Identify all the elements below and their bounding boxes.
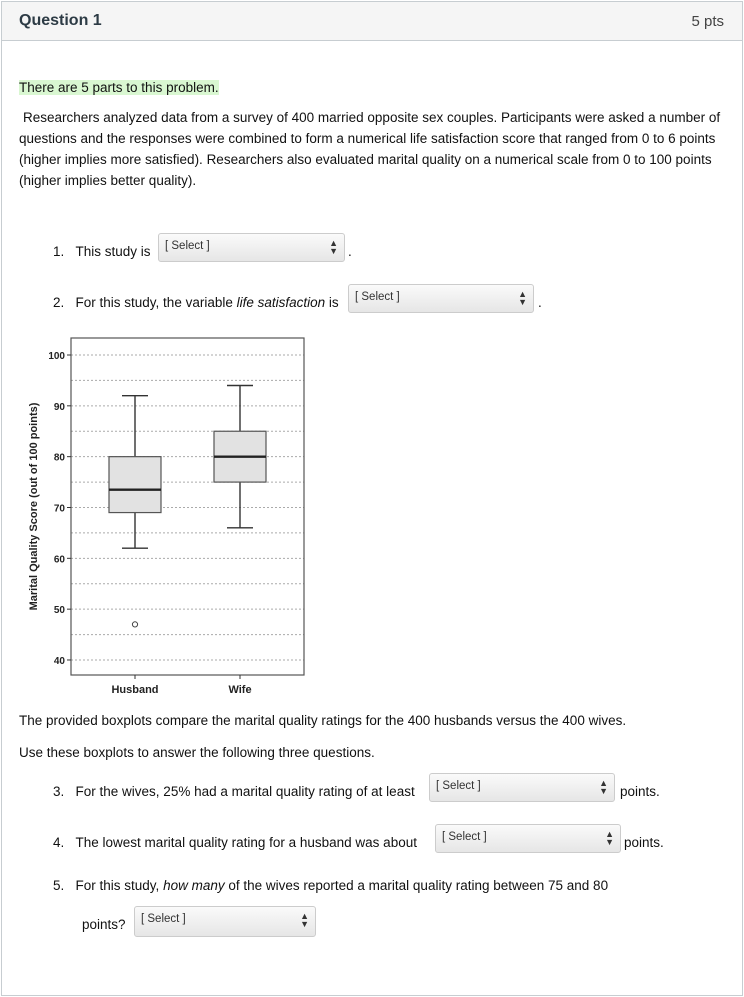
select-arrows-icon: ▲ ▼	[518, 289, 527, 307]
box-husband	[109, 457, 161, 513]
question-title: Question 1	[19, 12, 102, 29]
q2-select[interactable]: [ Select ] ▲ ▼	[348, 284, 534, 313]
y-tick-label: 60	[53, 554, 65, 566]
plot-frame	[71, 338, 304, 675]
q3-select[interactable]: [ Select ] ▲ ▼	[429, 773, 615, 802]
select-arrows-icon: ▲ ▼	[300, 911, 309, 929]
q2-post: .	[538, 295, 542, 310]
q1-text: 1. This study is	[53, 244, 151, 259]
caption-2: Use these boxplots to answer the following three questions.	[19, 745, 375, 760]
y-tick-label: 90	[53, 401, 65, 413]
caption-1: The provided boxplots compare the marital quality ratings for the 400 husbands versus the 400 wives.	[19, 713, 627, 728]
x-tick-label: Husband	[111, 684, 159, 696]
q3-text: 3. For the wives, 25% had a marital quality rating of at least	[53, 784, 415, 799]
y-tick-label: 70	[53, 503, 65, 515]
boxplot-chart	[0, 330, 320, 700]
x-tick-label: Wife	[228, 684, 252, 696]
q2-text: 2. For this study, the variable life satisfaction is	[53, 295, 339, 310]
y-tick-label: 50	[53, 605, 65, 617]
q1-post: .	[348, 244, 352, 259]
question-points: 5 pts	[691, 13, 724, 30]
q4-text: 4. The lowest marital quality rating for a husband was about	[53, 835, 417, 850]
q4-select[interactable]: [ Select ] ▲ ▼	[435, 824, 621, 853]
q5-select[interactable]: [ Select ] ▲ ▼	[134, 906, 316, 937]
select-arrows-icon: ▲ ▼	[605, 829, 614, 847]
problem-paragraph: Researchers analyzed data from a survey of 400 married opposite sex couples. Participants were asked a number of questions and the responses were combined to form a numerical life satisfaction score that ranged from 0 to 6 points (higher implies more satisfied). Researchers also evaluated marital quality on a numerical scale from 0 to 100 points (higher implies better quality).	[19, 110, 721, 188]
question-header	[2, 2, 742, 41]
q5-text-cont: points?	[82, 917, 126, 932]
select-arrows-icon: ▲ ▼	[599, 778, 608, 796]
y-tick-label: 80	[53, 452, 65, 464]
q3-post: points.	[620, 784, 660, 799]
y-tick-label: 40	[53, 655, 65, 667]
y-tick-label: 100	[48, 351, 65, 362]
q4-post: points.	[624, 835, 664, 850]
intro-text: There are 5 parts to this problem.	[19, 80, 219, 95]
select-arrows-icon: ▲ ▼	[329, 238, 338, 256]
q1-select[interactable]: [ Select ] ▲ ▼	[158, 233, 345, 262]
y-axis-label: Marital Quality Score (out of 100 points)	[28, 402, 40, 611]
outlier-point	[132, 622, 137, 627]
q5-text: 5. For this study, how many of the wives reported a marital quality rating between 75 and 80	[53, 878, 609, 893]
